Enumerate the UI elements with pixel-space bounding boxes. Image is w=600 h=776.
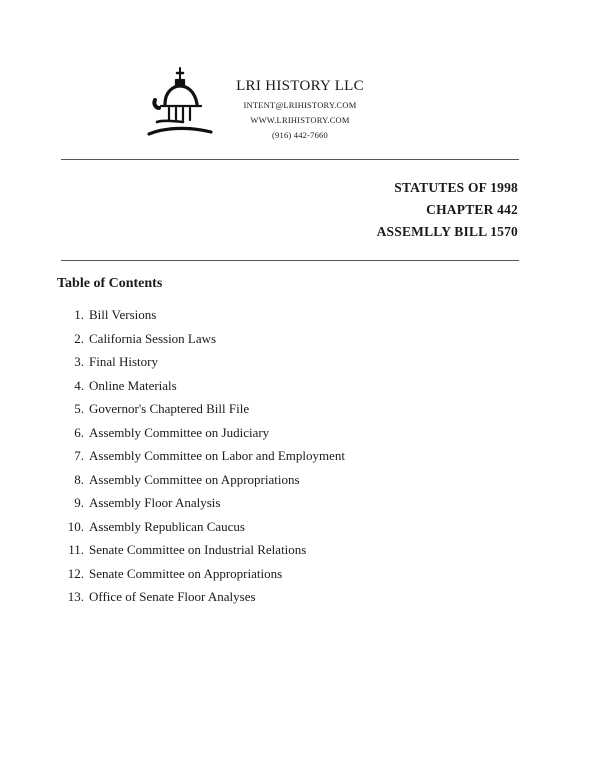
toc-item-label: Office of Senate Floor Analyses bbox=[89, 589, 256, 604]
toc-item-number: 4. bbox=[74, 377, 84, 393]
toc-item bbox=[60, 519, 345, 543]
toc-item-number: 12. bbox=[67, 565, 84, 581]
toc-item-number: 8. bbox=[74, 471, 84, 487]
capitol-dome-icon bbox=[143, 64, 215, 142]
toc-item bbox=[60, 495, 345, 519]
toc-item-number: 3. bbox=[74, 354, 84, 369]
statute-bill: ASSEMLLY BILL 1570 bbox=[376, 224, 518, 239]
toc-item-number: 13. bbox=[67, 589, 84, 604]
toc-item-number: 5. bbox=[74, 401, 84, 416]
toc-item bbox=[60, 331, 345, 355]
statute-chapter: CHAPTER 442 bbox=[426, 202, 518, 217]
toc-item-label: Assembly Republican Caucus bbox=[89, 518, 245, 534]
company-name: LRI HISTORY LLC bbox=[236, 78, 364, 94]
toc-item-label: Governor's Chaptered Bill File bbox=[89, 401, 250, 416]
toc-item bbox=[60, 566, 345, 590]
toc-item-label: Assembly Floor Analysis bbox=[89, 495, 221, 510]
company-email: INTENT@LRIHISTORY.COM bbox=[243, 100, 357, 110]
toc-item-label: Bill Versions bbox=[89, 307, 157, 322]
toc-item bbox=[60, 589, 345, 613]
divider-bottom bbox=[61, 260, 519, 261]
toc-item-number: 1. bbox=[74, 307, 84, 322]
toc-item-label: Assembly Committee on Appropriations bbox=[89, 471, 300, 487]
toc-item-number: 9. bbox=[74, 495, 84, 510]
toc-item-number: 11. bbox=[68, 542, 84, 557]
divider-top bbox=[61, 159, 519, 160]
toc-item bbox=[60, 472, 345, 496]
toc-item bbox=[60, 307, 345, 331]
toc-item bbox=[60, 378, 345, 402]
toc-item-label: Senate Committee on Appropriations bbox=[89, 565, 283, 581]
toc-item-number: 6. bbox=[74, 424, 84, 440]
toc-item bbox=[60, 542, 345, 566]
toc-item-label: Online Materials bbox=[89, 377, 177, 393]
toc-item-label: Senate Committee on Industrial Relations bbox=[89, 542, 307, 557]
toc-item bbox=[60, 401, 345, 425]
toc-list bbox=[60, 307, 345, 613]
toc-item-label: Final History bbox=[89, 354, 158, 369]
toc-item-number: 10. bbox=[67, 518, 84, 534]
company-website: WWW.LRIHISTORY.COM bbox=[250, 115, 350, 125]
toc-item bbox=[60, 354, 345, 378]
toc-item-number: 7. bbox=[74, 448, 84, 463]
toc-title: Table of Contents bbox=[57, 276, 163, 291]
statute-year: STATUTES OF 1998 bbox=[394, 180, 518, 195]
toc-item bbox=[60, 448, 345, 472]
company-phone: (916) 442-7660 bbox=[272, 130, 328, 140]
toc-item-label: California Session Laws bbox=[89, 330, 217, 346]
toc-item-number: 2. bbox=[74, 330, 84, 346]
toc-item bbox=[60, 425, 345, 449]
toc-item-label: Assembly Committee on Labor and Employment bbox=[89, 448, 345, 463]
toc-item-label: Assembly Committee on Judiciary bbox=[89, 424, 270, 440]
